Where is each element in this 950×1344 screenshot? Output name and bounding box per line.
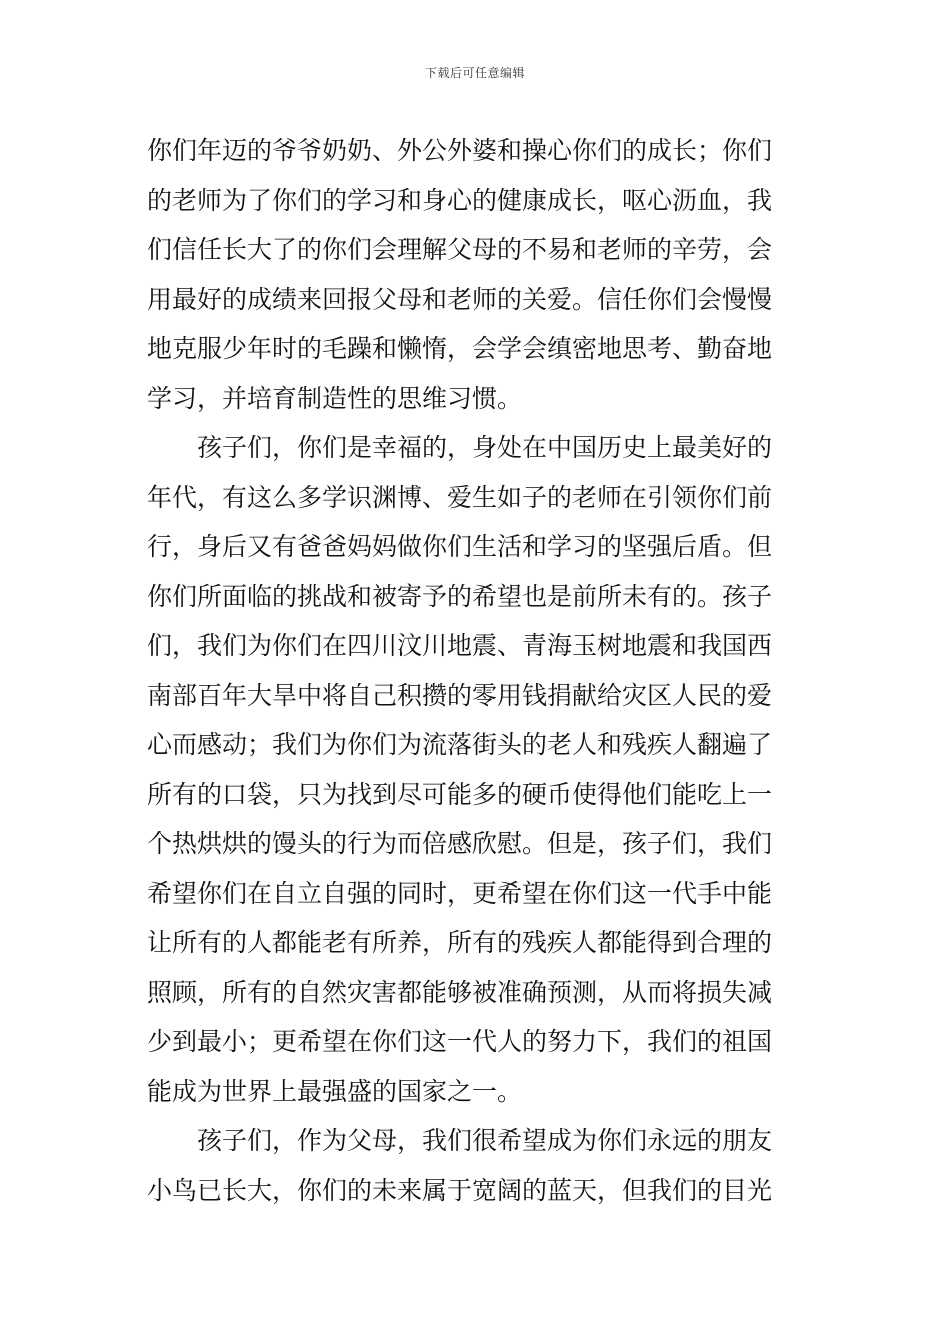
text-line: 的老师为了你们的学习和身心的健康成长，呕心沥血，我 [147,185,773,215]
text-line: 能成为世界上最强盛的国家之一。 [147,1076,523,1106]
text-line: 地克服少年时的毛躁和懒惰，会学会缜密地思考、勤奋地 [147,334,773,363]
text-line: 个热烘烘的馒头的行为而倍感欣慰。但是，孩子们，我们 [147,829,773,858]
text-line: 小鸟已长大，你们的未来属于宽阔的蓝天，但我们的目光 [147,1175,773,1205]
text-line: 学习，并培育制造性的思维习惯。 [147,383,523,413]
text-line: 行，身后又有爸爸妈妈做你们生活和学习的坚强后盾。但 [147,532,773,561]
text-line: 心而感动；我们为你们为流落街头的老人和残疾人翻遍了 [147,730,773,759]
text-line: 你们所面临的挑战和被寄予的希望也是前所未有的。孩子 [147,581,773,611]
text-line: 所有的口袋，只为找到尽可能多的硬币使得他们能吃上一 [147,779,773,809]
text-line: 用最好的成绩来回报父母和老师的关爱。信任你们会慢慢 [147,284,773,314]
paragraph-start-line: 孩子们，作为父母，我们很希望成为你们永远的朋友 [197,1126,773,1155]
text-line: 希望你们在自立自强的同时，更希望在你们这一代手中能 [147,878,773,908]
text-line: 南部百年大旱中将自己积攒的零用钱捐献给灾区人民的爱 [147,680,773,710]
text-line: 年代，有这么多学识渊博、爱生如子的老师在引领你们前 [147,482,773,512]
text-line: 们，我们为你们在四川汶川地震、青海玉树地震和我国西 [147,631,773,660]
text-line: 让所有的人都能老有所养，所有的残疾人都能得到合理的 [147,928,773,957]
text-line: 少到最小；更希望在你们这一代人的努力下，我们的祖国 [147,1027,773,1056]
text-line: 照顾，所有的自然灾害都能够被准确预测，从而将损失减 [147,977,773,1007]
text-line: 们信任长大了的你们会理解父母的不易和老师的辛劳，会 [147,235,773,264]
body-text [147,126,807,1215]
text-line: 你们年迈的爷爷奶奶、外公外婆和操心你们的成长；你们 [147,136,773,165]
paragraph-start-line: 孩子们，你们是幸福的，身处在中国历史上最美好的 [197,433,773,462]
page-header: 下载后可任意编辑 [424,66,525,80]
